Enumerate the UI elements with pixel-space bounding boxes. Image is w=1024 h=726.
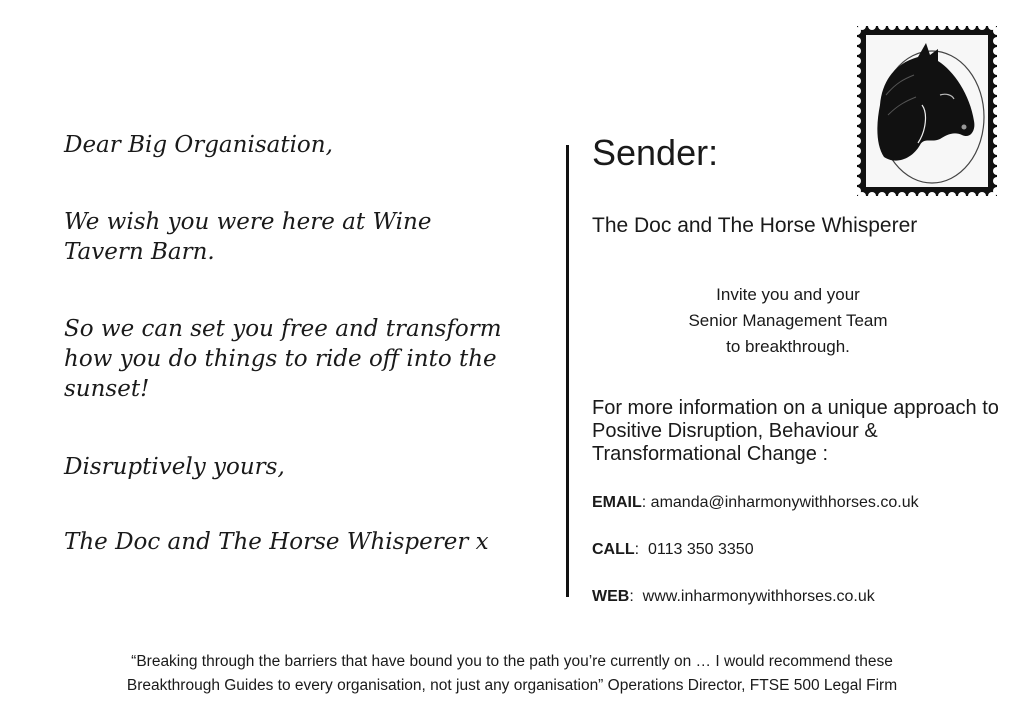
- stamp-image: [866, 35, 988, 187]
- stamp-perforation: [993, 87, 1001, 95]
- stamp-perforation: [993, 147, 1001, 155]
- stamp-perforation: [853, 57, 861, 65]
- postage-stamp: [857, 26, 997, 196]
- stamp-perforation: [853, 147, 861, 155]
- stamp-perforation: [993, 107, 1001, 115]
- stamp-perforation: [853, 27, 861, 35]
- sender-name: The Doc and The Horse Whisperer: [592, 214, 918, 237]
- quote-line: “Breaking through the barriers that have bound you to the path you’re currently on … I would recommend these: [131, 653, 893, 670]
- stamp-perforation: [898, 22, 906, 30]
- invite-line: to breakthrough.: [726, 337, 850, 356]
- invite-line: Invite you and your: [716, 285, 860, 304]
- horse-head-icon: [866, 35, 988, 187]
- stamp-perforation: [993, 47, 1001, 55]
- stamp-perforation: [928, 22, 936, 30]
- phone-number[interactable]: 0113 350 3350: [648, 541, 754, 558]
- stamp-perforation: [888, 22, 896, 30]
- stamp-perforation: [868, 192, 876, 200]
- invite-text: [592, 282, 984, 360]
- stamp-perforation: [993, 137, 1001, 145]
- stamp-perforation: [993, 67, 1001, 75]
- stamp-perforation: [868, 22, 876, 30]
- stamp-perforation: [993, 157, 1001, 165]
- sign-off: Disruptively yours,: [64, 454, 285, 480]
- stamp-perforation: [958, 22, 966, 30]
- stamp-perforation: [978, 22, 986, 30]
- stamp-perforation: [853, 107, 861, 115]
- web-label: WEB: [592, 588, 630, 605]
- stamp-perforation: [853, 47, 861, 55]
- stamp-perforation: [938, 192, 946, 200]
- stamp-perforation: [853, 67, 861, 75]
- stamp-perforation: [948, 22, 956, 30]
- stamp-perforation: [968, 192, 976, 200]
- stamp-perforation: [878, 192, 886, 200]
- stamp-perforation: [853, 97, 861, 105]
- stamp-perforation: [908, 192, 916, 200]
- stamp-perforation: [853, 127, 861, 135]
- stamp-perforation: [948, 192, 956, 200]
- quote-line: Breakthrough Guides to every organisation, not just any organisation” Operations Director, FTSE 500 Legal Firm: [126, 677, 898, 694]
- stamp-perforation: [908, 22, 916, 30]
- stamp-perforation: [958, 192, 966, 200]
- stamp-perforation: [853, 187, 861, 195]
- stamp-perforation: [993, 117, 1001, 125]
- stamp-perforation: [968, 22, 976, 30]
- invite-line: Senior Management Team: [688, 311, 888, 330]
- stamp-perforation: [853, 137, 861, 145]
- postcard-divider: [566, 145, 569, 597]
- stamp-perforation: [888, 192, 896, 200]
- stamp-perforation: [898, 192, 906, 200]
- call-label: CALL: [592, 541, 635, 558]
- stamp-perforation: [918, 22, 926, 30]
- website-link[interactable]: www.inharmonywithhorses.co.uk: [642, 588, 875, 605]
- stamp-perforation: [993, 77, 1001, 85]
- message-line-1: We wish you were here at Wine Tavern Barn.: [64, 209, 432, 265]
- stamp-perforation: [853, 157, 861, 165]
- sender-title: Sender:: [592, 132, 719, 173]
- signature: The Doc and The Horse Whisperer x: [64, 529, 489, 555]
- greeting: Dear Big Organisation,: [64, 132, 333, 158]
- stamp-perforation: [853, 177, 861, 185]
- contact-web: WEB: www.inharmonywithhorses.co.uk: [592, 588, 875, 605]
- stamp-perforation: [993, 167, 1001, 175]
- stamp-perforation: [993, 27, 1001, 35]
- email-link[interactable]: amanda@inharmonywithhorses.co.uk: [650, 494, 919, 511]
- stamp-perforation: [918, 192, 926, 200]
- more-info-text: For more information on a unique approach to Positive Disruption, Behaviour & Transformational Change :: [592, 397, 999, 465]
- testimonial-quote: [30, 650, 994, 698]
- stamp-perforation: [938, 22, 946, 30]
- email-label: EMAIL: [592, 494, 642, 511]
- stamp-perforation: [853, 87, 861, 95]
- stamp-perforation: [993, 127, 1001, 135]
- contact-call: CALL: 0113 350 3350: [592, 541, 754, 558]
- stamp-perforation: [978, 192, 986, 200]
- stamp-perforation: [993, 177, 1001, 185]
- message-line-2: So we can set you free and transform how you do things to ride off into the sunset!: [64, 316, 502, 402]
- stamp-perforation: [993, 97, 1001, 105]
- stamp-perforation: [878, 22, 886, 30]
- stamp-perforation: [853, 77, 861, 85]
- contact-email: EMAIL: amanda@inharmonywithhorses.co.uk: [592, 494, 919, 511]
- stamp-perforation: [928, 192, 936, 200]
- stamp-perforation: [993, 57, 1001, 65]
- stamp-perforation: [993, 37, 1001, 45]
- stamp-perforation: [853, 167, 861, 175]
- stamp-perforation: [853, 37, 861, 45]
- stamp-perforation: [853, 117, 861, 125]
- stamp-perforation: [993, 187, 1001, 195]
